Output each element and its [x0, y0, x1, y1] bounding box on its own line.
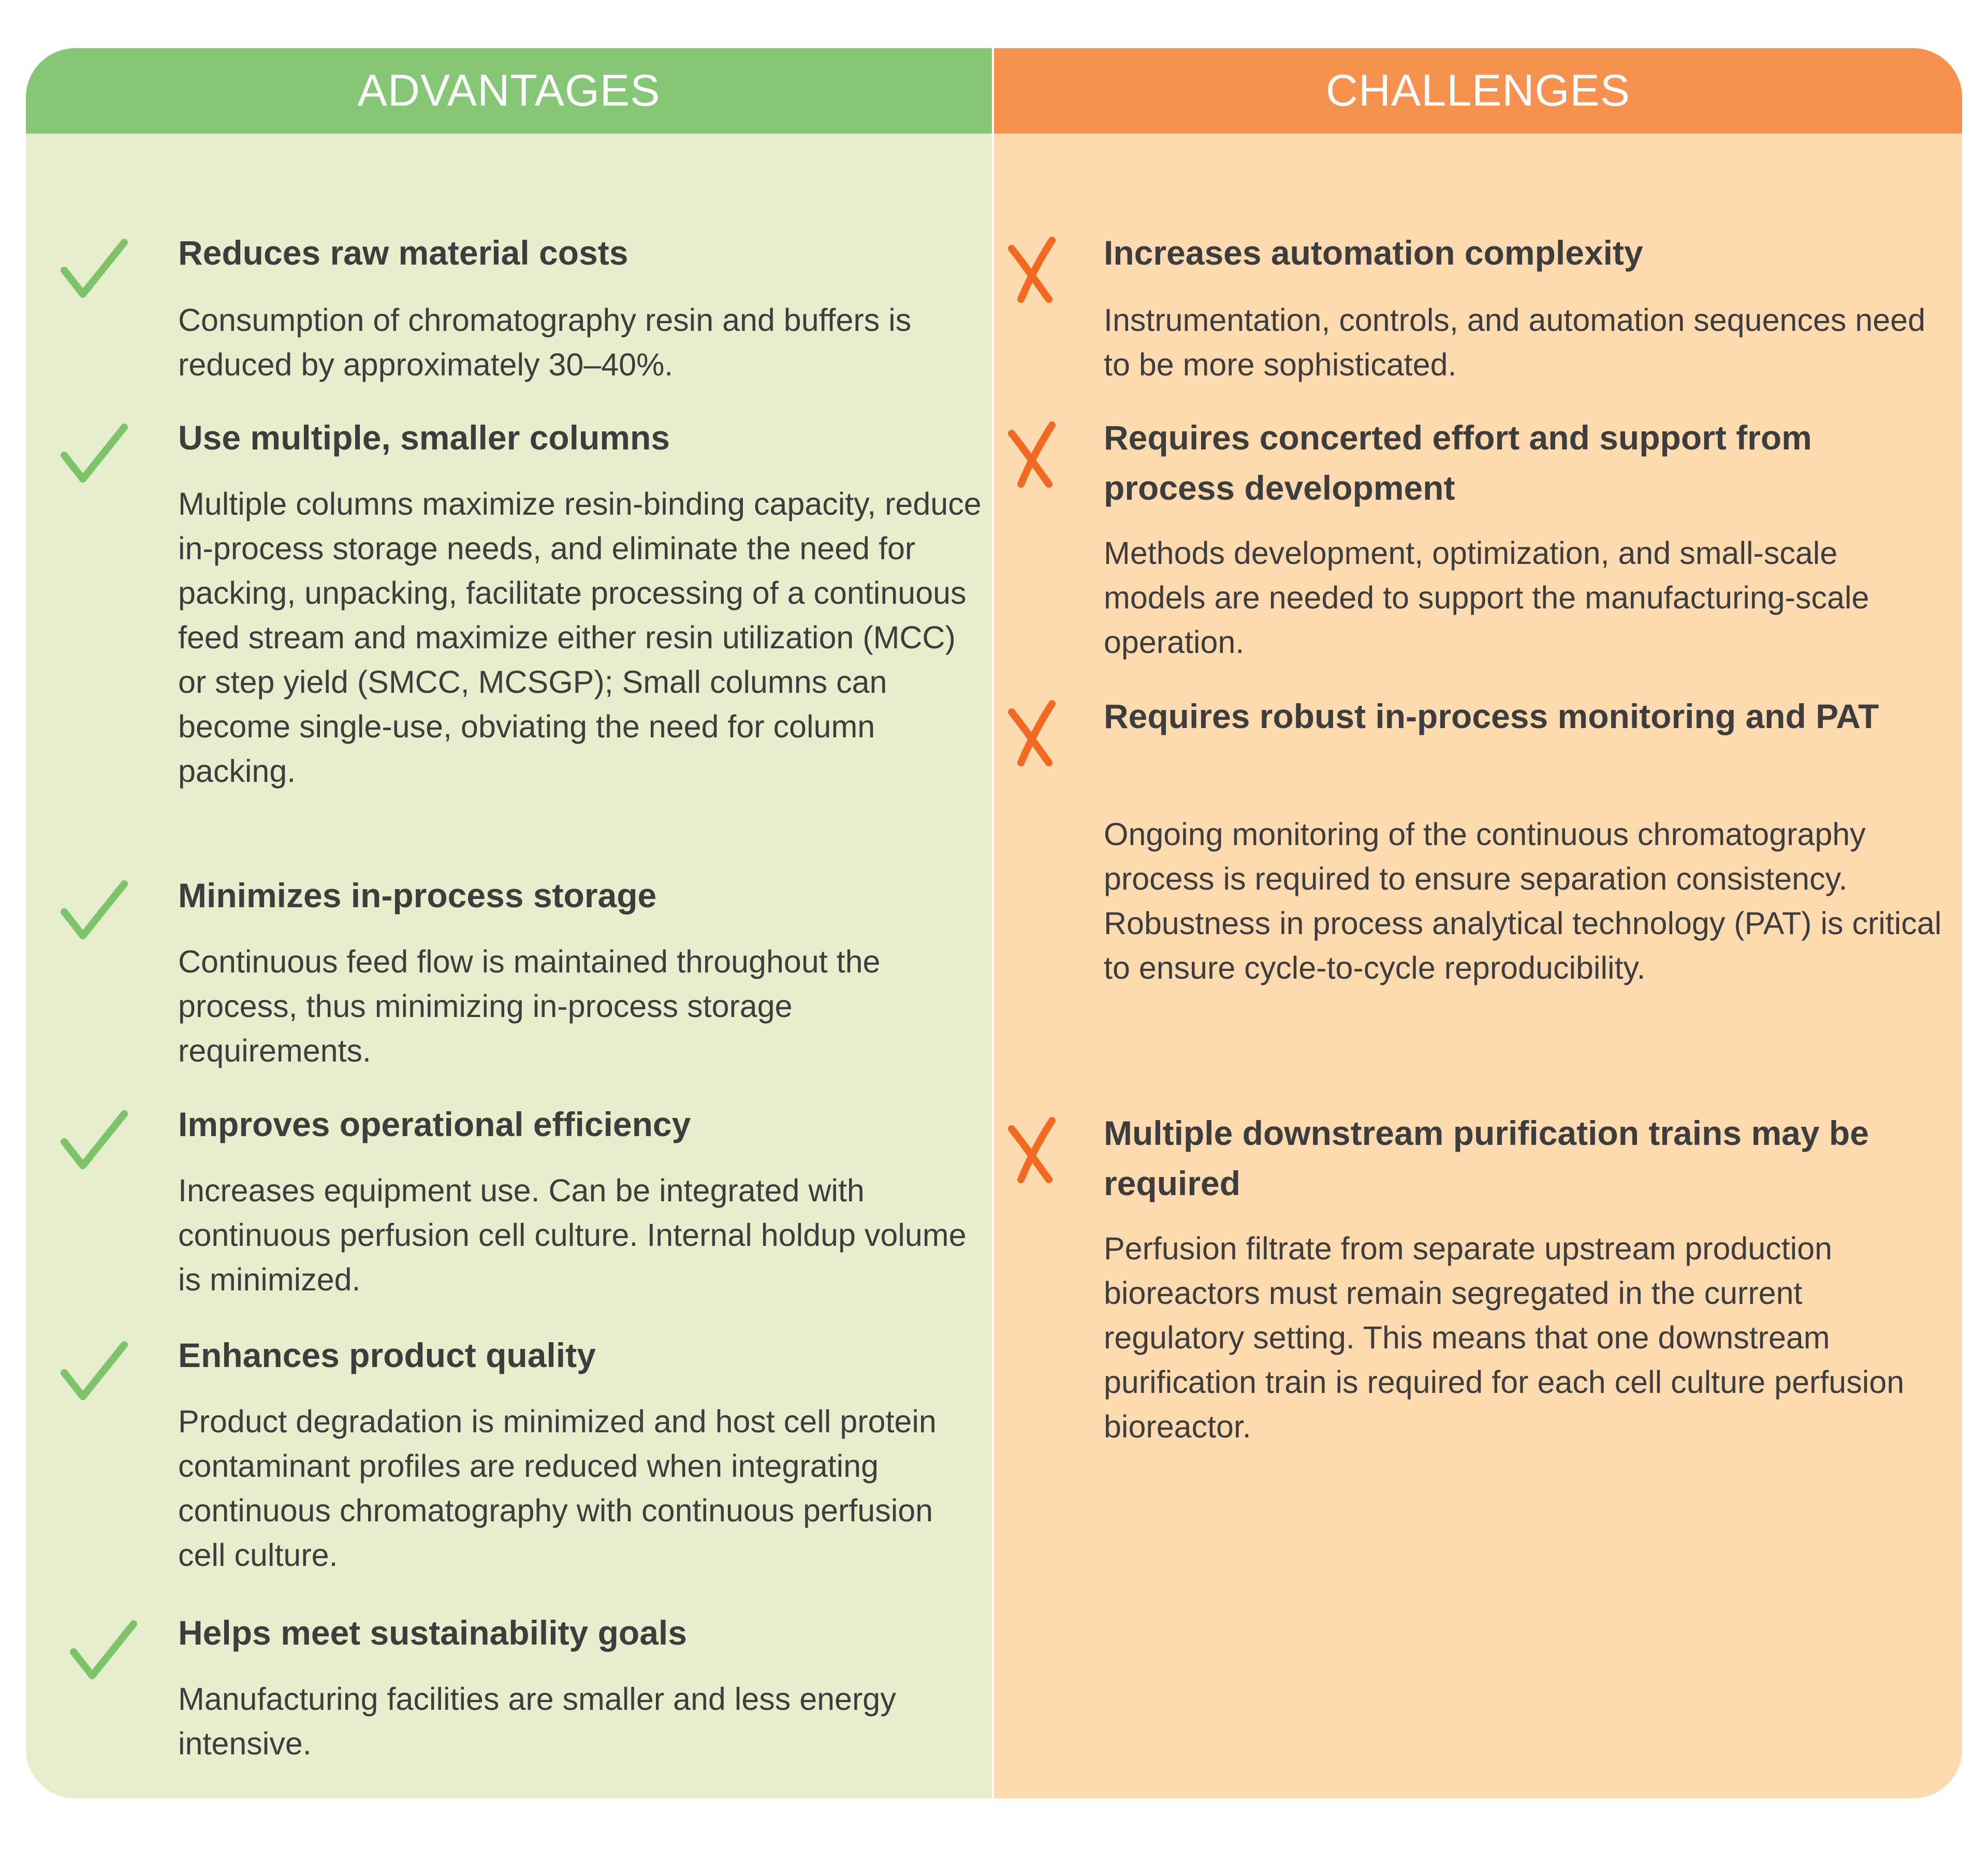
advantage-title: Minimizes in-process storage: [178, 876, 657, 914]
advantages-column: [26, 48, 994, 1798]
x-mark-icon: [1000, 418, 1073, 490]
check-icon: [58, 1105, 130, 1177]
advantage-title: Helps meet sustainability goals: [178, 1614, 687, 1652]
check-icon: [58, 233, 130, 306]
advantages-header: [26, 48, 992, 134]
advantages-heading: ADVANTAGES: [357, 66, 661, 115]
advantage-description: Consumption of chromatography resin and buffers is reduced by approximately 30–40%.: [178, 302, 912, 382]
check-icon: [67, 1615, 140, 1687]
x-mark-icon: [1000, 1113, 1073, 1186]
advantage-title: Improves operational efficiency: [178, 1105, 691, 1143]
challenge-description: Methods development, optimization, and small-scale models are needed to support the manufacturing-scale operation.: [1104, 535, 1869, 660]
advantage-description: Increases equipment use. Can be integrated with continuous perfusion cell culture. Internal holdup volume is minimized.: [178, 1173, 967, 1297]
challenges-header: [994, 48, 1962, 134]
challenges-heading: CHALLENGES: [1325, 66, 1631, 115]
check-icon: [58, 875, 130, 947]
challenge-title: Increases automation complexity: [1104, 234, 1643, 272]
challenge-description: Perfusion filtrate from separate upstream production bioreactors must remain segregated in the current regulatory setting. This means that one downstream purification train is required for each cell culture perfusion bioreactor.: [1104, 1231, 1905, 1444]
challenge-description: Ongoing monitoring of the continuous chromatography process is required to ensure separation consistency. Robustness in process analytical technology (PAT) is critical to ensure cycle-to-cycle reproducibility.: [1104, 817, 1942, 985]
x-mark-icon: [1000, 233, 1073, 306]
comparison-card: [26, 48, 1962, 1798]
challenges-column: [994, 48, 1962, 1798]
x-mark-icon: [1000, 696, 1073, 769]
challenge-title: Requires robust in-process monitoring and PAT: [1104, 697, 1879, 735]
advantage-description: Product degradation is minimized and host cell protein contaminant profiles are reduced when integrating continuous chromatography with continuous perfusion cell culture.: [178, 1404, 937, 1573]
challenge-title: Multiple downstream purification trains may be required: [1104, 1114, 1869, 1202]
check-icon: [58, 418, 130, 490]
advantage-title: Reduces raw material costs: [178, 234, 628, 272]
check-icon: [58, 1335, 130, 1408]
advantage-description: Multiple columns maximize resin-binding capacity, reduce in-process storage needs, and eliminate the need for packing, unpacking, facilitate processing of a continuous feed stream and maximize either resin utilization (MCC) or step yield (SMCC, MCSGP); Small columns can become single-use, obviating the need for column packing.: [178, 486, 982, 789]
advantage-title: Enhances product quality: [178, 1336, 596, 1374]
advantage-description: Continuous feed flow is maintained throughout the process, thus minimizing in-process storage requirements.: [178, 944, 881, 1068]
advantage-title: Use multiple, smaller columns: [178, 418, 670, 457]
challenge-title: Requires concerted effort and support from process development: [1104, 418, 1812, 507]
challenge-description: Instrumentation, controls, and automation sequences need to be more sophisticated.: [1104, 302, 1926, 382]
advantage-description: Manufacturing facilities are smaller and less energy intensive.: [178, 1681, 896, 1761]
